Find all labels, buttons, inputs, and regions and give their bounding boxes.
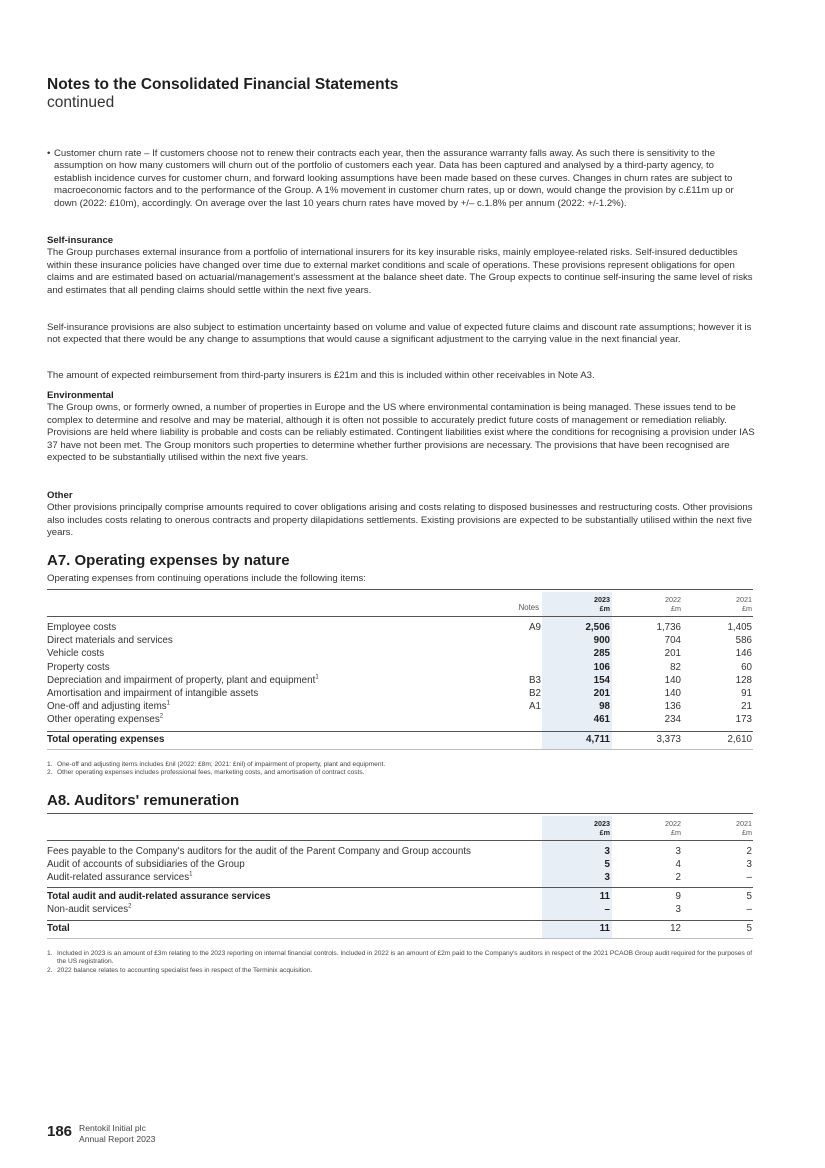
table-row [47, 858, 753, 871]
value-2022: 9 [675, 891, 681, 902]
a8-non-audit-row [47, 903, 753, 916]
bullet-marker: • [47, 148, 51, 159]
row-label: Fees payable to the Company's auditors for the audit of the Parent Company and Group accounts [47, 846, 471, 857]
value-2023: 461 [593, 714, 610, 726]
value-2022: 704 [664, 635, 681, 647]
other-heading: Other [47, 490, 73, 501]
row-label: Audit of accounts of subsidiaries of the Group [47, 859, 245, 871]
a7-footnote-2: 2. Other operating expenses includes professional fees, marketing costs, and amortisation of contract costs. [47, 769, 365, 776]
value-2021: – [746, 872, 752, 884]
table-row [47, 634, 753, 647]
row-label: Depreciation and impairment of property, plant and equipment$^1$ [47, 674, 319, 686]
value-2021: – [746, 904, 752, 915]
row-label: Other operating expenses$^2$ [47, 714, 164, 726]
row-label: Non-audit services$^2$ [47, 903, 132, 915]
a8-col-2023: 2023 £m [594, 819, 610, 837]
value-2022: 136 [664, 701, 681, 713]
churn-rate-bullet [47, 148, 752, 210]
value-2022: 140 [664, 674, 681, 686]
self-insurance-paragraph-1: The Group purchases external insurance from a portfolio of international insurers for its key insurable risks, mainly employee-related risks. Self-insured deductibles within these insurance policies have changed over time due to external market conditions and scale of operations. These provisions represent obligations for open claims and are estimated based on actuarial/management's assessment at the balance sheet date. The Group expects to continue self-insuring the same level of risks and estimates that all pending claims should settle within the next five years. [47, 247, 753, 296]
a7-bottom-rule [47, 749, 753, 750]
value-2023: 11 [599, 923, 610, 934]
table-row [47, 713, 753, 726]
row-label: Employee costs [47, 622, 117, 633]
value-2021: 60 [741, 661, 752, 673]
a8-top-rule [47, 813, 753, 814]
value-2022: 3,373 [656, 734, 681, 745]
table-row [47, 700, 753, 713]
page-subtitle: continued [47, 94, 115, 111]
table-row [47, 845, 753, 858]
value-2022: 1,736 [656, 622, 681, 633]
value-2023: 201 [593, 688, 610, 699]
a8-footnote-2: 2. 2022 balance relates to accounting specialist fees in respect of the Terminix acquisition. [47, 967, 313, 974]
a8-subtotal-rule [47, 887, 753, 888]
row-label: Total audit and audit-related assurance services [47, 891, 271, 902]
page-title: Notes to the Consolidated Financial Statements [47, 76, 399, 93]
value-2022: 234 [664, 714, 681, 726]
self-insurance-heading: Self-insurance [47, 235, 114, 246]
a7-col-2023: 2023 £m [594, 595, 610, 613]
value-2023: 106 [593, 661, 610, 673]
value-2023: 3 [604, 872, 610, 884]
value-2021: 173 [735, 714, 752, 726]
value-2023: – [604, 904, 610, 915]
value-2021: 5 [746, 923, 752, 934]
table-row [47, 674, 753, 687]
other-section [47, 490, 757, 540]
value-2022: 3 [675, 904, 681, 915]
value-2023: 3 [604, 846, 610, 857]
footer-report: Annual Report 2023 [79, 1133, 156, 1144]
self-insurance-paragraph-3: The amount of expected reimbursement from third-party insurers is £21m and this is included within other receivables in Note A3. [47, 370, 595, 381]
table-row [47, 647, 753, 660]
value-2022: 4 [675, 859, 681, 871]
a8-subtotal-row [47, 890, 753, 903]
value-2021: 3 [746, 859, 752, 871]
row-label: Vehicle costs [47, 648, 105, 660]
a7-notes-header: Notes [518, 603, 539, 612]
footer-company: Rentokil Initial plc [79, 1123, 146, 1133]
a7-col-2022: 2022 £m [665, 595, 681, 613]
a8-bottom-rule [47, 938, 753, 939]
value-2021: 21 [741, 701, 752, 713]
a7-section-title: A7. Operating expenses by nature [47, 552, 290, 569]
value-2021: 128 [735, 674, 752, 686]
row-label: Direct materials and services [47, 635, 173, 647]
row-label: One-off and adjusting items$^1$ [47, 700, 170, 713]
row-label: Amortisation and impairment of intangible assets [47, 688, 259, 699]
a7-top-rule [47, 589, 753, 590]
value-2021: 2 [746, 846, 752, 857]
value-2022: 140 [664, 688, 681, 699]
row-label: Total [47, 923, 70, 934]
page-number: 186 [47, 1123, 73, 1140]
a8-total-rule [47, 920, 753, 921]
table-row [47, 621, 753, 634]
other-paragraph: Other provisions principally comprise amounts required to cover obligations arising and costs relating to disposed businesses and restructuring costs. Other provisions also includes costs relating to onerous contracts and property dilapidations settlements. Existing provisions are expected to be substantially utilised within the next five years. [47, 502, 753, 539]
footer-report-name [79, 1123, 155, 1144]
self-insurance-paragraph-2: Self-insurance provisions are also subject to estimation uncertainty based on volume and value of expected future claims and discount rate assumptions; however it is not expected that there would be any change to assumptions that would cause a significant adjustment to the carrying value in the next financial year. [47, 322, 752, 346]
row-label: Audit-related assurance services$^1$ [47, 872, 193, 884]
a8-total-row [47, 922, 753, 935]
value-2022: 2 [675, 872, 681, 884]
value-2023: 4,711 [586, 734, 610, 745]
environmental-paragraph: The Group owns, or formerly owned, a number of properties in Europe and the US where environmental contamination is being managed. These issues tend to be complex to determine and resolve and may be material, although it is often not possible to accurately predict future costs of management or remediation reliably. Provisions are held where liability is probable and costs can be reliably estimated. Contingent liabilities exist where the conditions for recognising a provision under IAS 37 have not been met. The Group monitors such properties to determine whether further provisions are necessary. The provisions that have been recognised are expected to be substantially utilised within the next five years. [47, 402, 755, 464]
value-2021: 5 [746, 891, 752, 902]
row-label: Total operating expenses [47, 734, 165, 745]
a7-total-row [47, 733, 753, 746]
churn-rate-text: Customer churn rate – If customers choose not to renew their contracts each year, then the assurance warranty falls away. As such there is sensitivity to the assumption on how many customers will churn out of the portfolio of customers each year. Data has been captured and analysed by a third-party agency, to establish incidence curves for customer churn, and forward looking assumptions have been made based on these curves. Changes in churn rates are subject to macroeconomic factors and to the performance of the Group. A 1% movement in customer churn rates, up or down, would change the provision by c.£11m up or down (2022: £10m), accordingly. On average over the last 10 years churn rates have moved by +/– c.1.8% per annum (2022: +/-1.2%). [54, 148, 734, 209]
value-2023: 98 [599, 701, 610, 713]
value-2022: 12 [670, 923, 681, 934]
value-2022: 201 [664, 648, 681, 660]
table-row [47, 871, 753, 884]
a8-footnote-1: 1. Included in 2023 is an amount of £3m relating to the 2023 reporting on internal financial controls. Included in 2022 is an amount of £2m paid to the Company's auditors in respect of the 2021 PCAOB Group audit required for the purposes of the US registration. [47, 950, 753, 966]
a7-col-2021: 2021 £m [736, 595, 752, 613]
value-2021: 91 [741, 688, 752, 699]
value-2021: 586 [735, 635, 752, 647]
row-label: Property costs [47, 661, 110, 673]
a7-header-rule [47, 616, 753, 617]
table-row [47, 687, 753, 700]
value-2023: 285 [593, 648, 610, 660]
a7-total-rule [47, 731, 753, 732]
value-2023: 5 [604, 859, 610, 871]
row-note: B2 [529, 688, 541, 699]
a8-section-title: A8. Auditors' remuneration [47, 792, 240, 809]
value-2023: 2,506 [585, 622, 610, 633]
a8-header-rule [47, 840, 753, 841]
row-note: A9 [529, 622, 541, 633]
value-2021: 146 [735, 648, 752, 660]
value-2022: 82 [670, 661, 681, 673]
a8-col-2022: 2022 £m [665, 819, 681, 837]
value-2021: 2,610 [727, 734, 752, 745]
environmental-section [47, 390, 757, 464]
value-2022: 3 [675, 846, 681, 857]
self-insurance-section [47, 235, 757, 297]
a7-intro: Operating expenses from continuing operations include the following items: [47, 573, 366, 584]
row-note: A1 [529, 701, 541, 713]
value-2023: 154 [593, 674, 610, 686]
value-2021: 1,405 [727, 622, 752, 633]
environmental-heading: Environmental [47, 390, 114, 401]
table-row [47, 661, 753, 674]
value-2023: 900 [593, 635, 610, 647]
a8-col-2021: 2021 £m [736, 819, 752, 837]
value-2023: 11 [599, 891, 610, 902]
row-note: B3 [529, 674, 541, 686]
a7-footnote-1: 1. One-off and adjusting items includes £nil (2022: £8m; 2021: £nil) of impairment of property, plant and equipment. [47, 761, 386, 768]
